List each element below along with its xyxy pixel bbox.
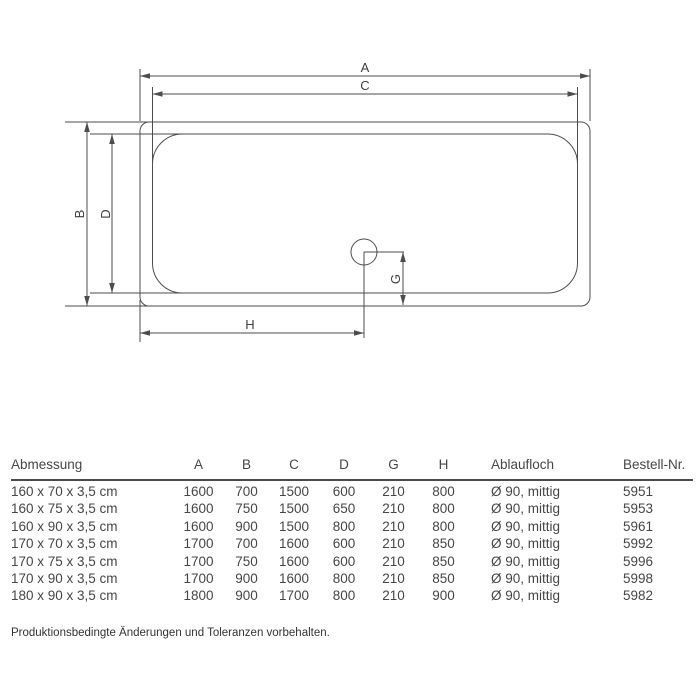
cell-b: 750: [235, 501, 258, 517]
dim-a-lines: [140, 69, 590, 121]
cell-ablaufloch: Ø 90, mittig: [491, 553, 561, 569]
table-row: [11, 535, 693, 552]
table-row: [11, 500, 693, 517]
cell-bestellnr: 5953: [623, 501, 654, 517]
cell-b: 900: [235, 571, 258, 587]
table-row: [11, 553, 693, 570]
cell-g: 210: [382, 484, 405, 499]
col-header-a: A: [174, 448, 223, 480]
col-header-ablaufloch: Ablaufloch: [470, 448, 612, 480]
table-row: [11, 587, 693, 604]
cell-b: 900: [235, 588, 258, 604]
cell-d: 650: [332, 501, 356, 517]
cell-bestellnr: 5961: [623, 518, 654, 534]
dimensions-table: [11, 448, 693, 605]
cell-ablaufloch: Ø 90, mittig: [491, 501, 561, 517]
cell-ablaufloch: Ø 90, mittig: [491, 518, 561, 534]
cell-d: 800: [332, 588, 356, 604]
cell-abmessung: 160 x 90 x 3,5 cm: [11, 518, 118, 534]
cell-g: 210: [382, 553, 405, 569]
tray-inner-outline: [153, 134, 578, 293]
cell-a: 1700: [183, 571, 214, 587]
cell-d: 600: [332, 553, 356, 569]
cell-d: 600: [332, 536, 356, 552]
cell-h: 800: [432, 501, 455, 517]
cell-g: 210: [382, 501, 405, 517]
cell-ablaufloch: Ø 90, mittig: [491, 571, 561, 587]
table-row: [11, 480, 693, 500]
cell-ablaufloch: Ø 90, mittig: [491, 588, 561, 604]
table-row: [11, 518, 693, 535]
cell-d: 800: [332, 518, 356, 534]
cell-b: 900: [235, 518, 258, 534]
dim-c-lines: [153, 87, 578, 165]
cell-abmessung: 170 x 90 x 3,5 cm: [11, 571, 118, 587]
cell-d: 600: [332, 484, 356, 499]
cell-h: 850: [432, 571, 455, 587]
col-header-abmessung: Abmessung: [11, 448, 174, 480]
cell-h: 800: [432, 518, 455, 534]
cell-ablaufloch: Ø 90, mittig: [491, 484, 561, 499]
cell-a: 1700: [183, 553, 214, 569]
cell-a: 1600: [183, 501, 214, 517]
cell-a: 1700: [183, 536, 214, 552]
cell-c: 1600: [278, 536, 310, 552]
cell-h: 800: [432, 484, 455, 499]
cell-c: 1500: [278, 501, 310, 517]
cell-a: 1600: [183, 484, 214, 499]
cell-bestellnr: 5992: [623, 536, 654, 552]
cell-b: 700: [235, 484, 258, 499]
col-header-c: C: [270, 448, 318, 480]
cell-g: 210: [382, 571, 405, 587]
table-header-row: [11, 448, 693, 480]
dimensions-table-wrap: [11, 448, 693, 605]
col-header-b: B: [223, 448, 270, 480]
dim-label-g: G: [388, 273, 403, 285]
cell-abmessung: 160 x 75 x 3,5 cm: [11, 501, 118, 517]
cell-abmessung: 160 x 70 x 3,5 cm: [11, 484, 118, 499]
tray-outer-outline: [140, 122, 590, 306]
cell-a: 1800: [183, 588, 214, 604]
cell-g: 210: [382, 518, 405, 534]
dim-label-b: B: [72, 209, 87, 219]
cell-bestellnr: 5998: [623, 571, 654, 587]
cell-abmessung: 170 x 75 x 3,5 cm: [11, 553, 118, 569]
cell-c: 1600: [278, 571, 310, 587]
cell-h: 850: [432, 536, 455, 552]
cell-c: 1700: [278, 588, 310, 604]
dim-label-h: H: [245, 317, 255, 332]
cell-c: 1600: [278, 553, 310, 569]
disclaimer-note: Produktionsbedingte Änderungen und Toleranzen vorbehalten.: [11, 627, 330, 639]
cell-c: 1500: [278, 518, 310, 534]
table-row: [11, 570, 693, 587]
dim-label-d: D: [98, 209, 113, 219]
dim-label-a: A: [360, 60, 370, 75]
cell-d: 800: [332, 571, 356, 587]
cell-b: 750: [235, 553, 258, 569]
cell-b: 700: [235, 536, 258, 552]
cell-abmessung: 170 x 70 x 3,5 cm: [11, 536, 118, 552]
dimension-arrowheads: [84, 73, 590, 336]
dim-label-c: C: [360, 78, 370, 93]
col-header-g: G: [370, 448, 417, 480]
col-header-h: H: [417, 448, 470, 480]
cell-ablaufloch: Ø 90, mittig: [491, 536, 561, 552]
cell-h: 850: [432, 553, 455, 569]
cell-abmessung: 180 x 90 x 3,5 cm: [11, 588, 118, 604]
cell-g: 210: [382, 536, 405, 552]
cell-a: 1600: [183, 518, 214, 534]
col-header-d: D: [318, 448, 370, 480]
cell-g: 210: [382, 588, 405, 604]
cell-bestellnr: 5982: [623, 588, 654, 604]
drain-hole: [351, 239, 404, 338]
cell-c: 1500: [278, 484, 310, 499]
col-header-bestellnr: Bestell-Nr.: [612, 448, 693, 480]
cell-bestellnr: 5996: [623, 553, 654, 569]
cell-h: 900: [432, 588, 455, 604]
cell-bestellnr: 5951: [623, 484, 654, 499]
